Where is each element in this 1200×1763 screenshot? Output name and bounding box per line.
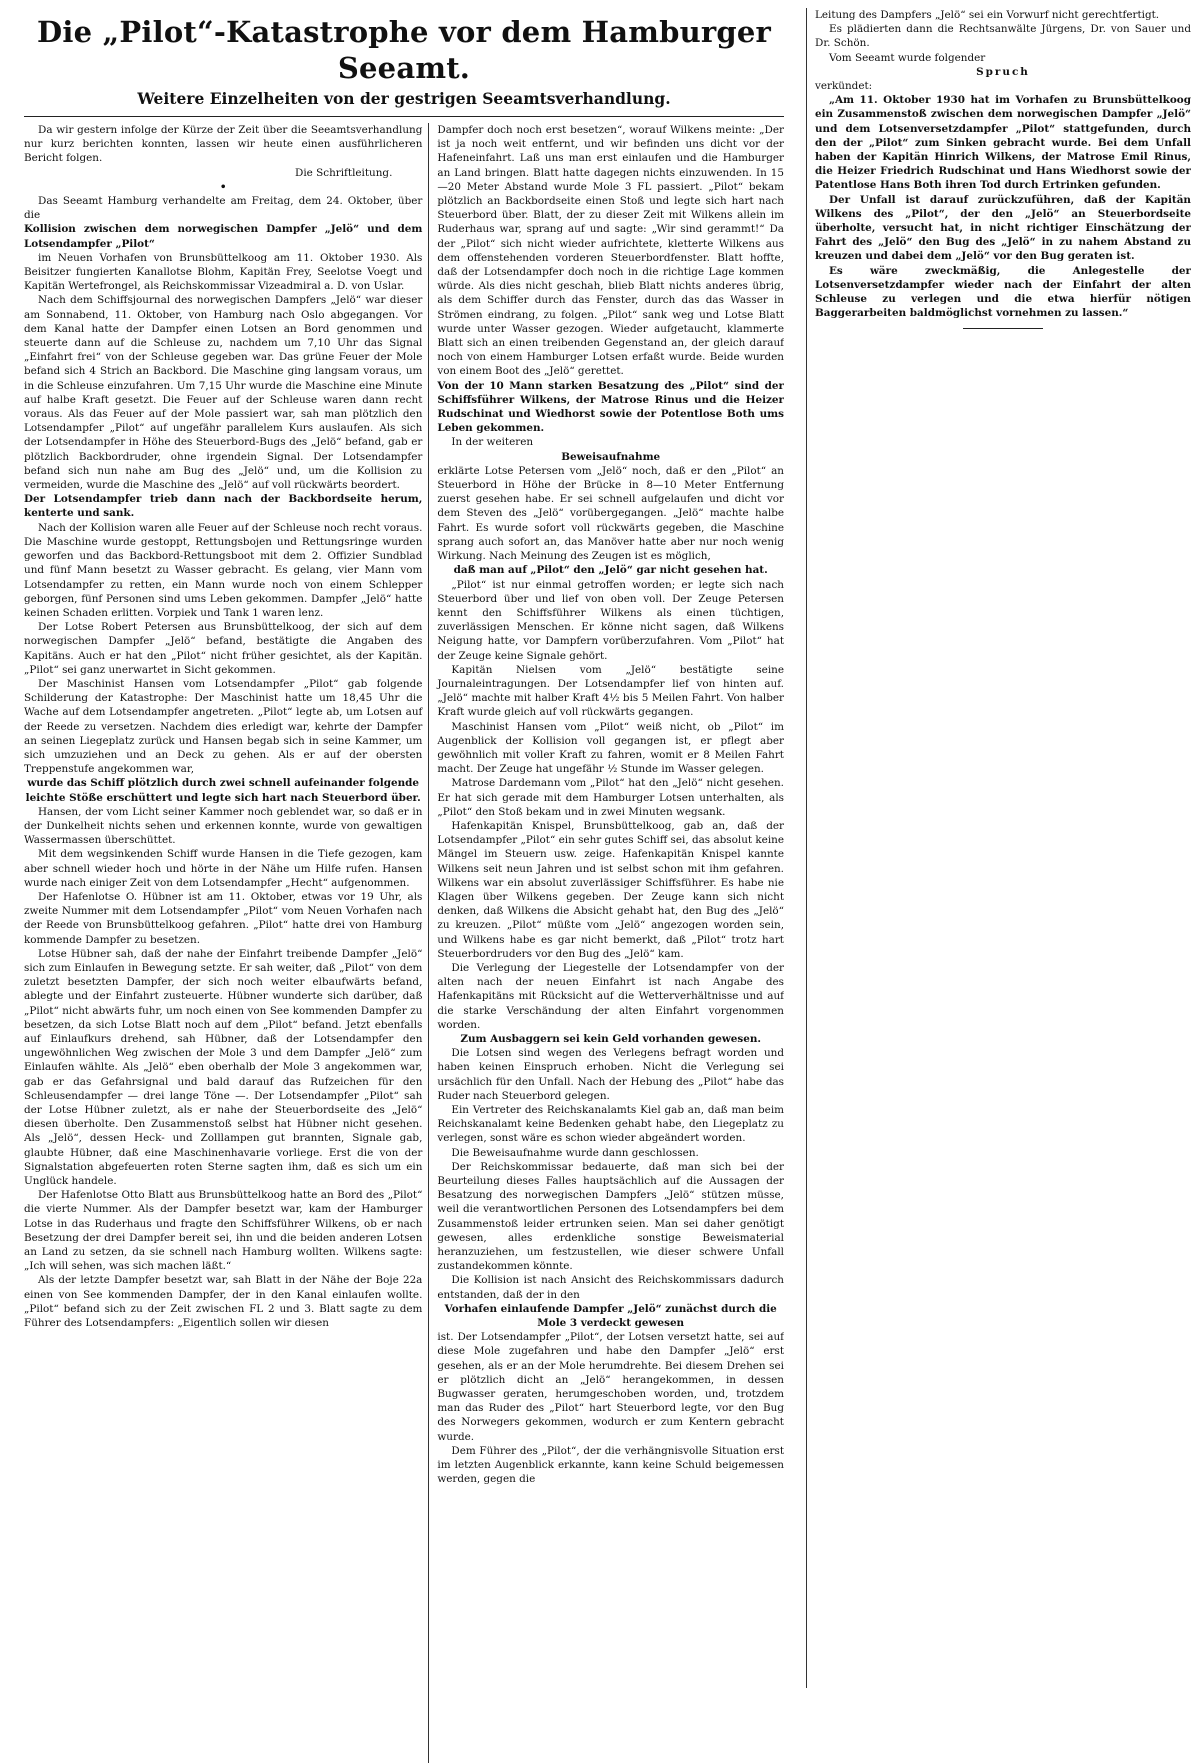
paragraph: Hansen, der vom Licht seiner Kammer noch geblendet war, so daß er in der Dunkelheit nichts sehen und erkennen konnte, wurde von gewaltigen Wassermassen überschüttet. (24, 805, 423, 847)
paragraph: Der Maschinist Hansen vom Lotsendampfer „Pilot“ gab folgende Schilderung der Katastrophe: Der Maschinist hatte um 18,45 Uhr die Wache auf dem Lotsendampfer angetreten. „Pilot“ legte ab, um Lotsen auf der Reede zu versetzen. Nachdem dies erledigt war, kehrte der Dampfer an seinen Liegeplatz zurück und Hansen begab sich in seine Kammer, um sich umzuziehen und an Deck zu gehen. Als er auf der obersten Treppenstufe angekommen war, (24, 677, 423, 776)
article-main (24, 8, 784, 1763)
paragraph: Es plädierten dann die Rechtsanwälte Jürgens, Dr. von Sauer und Dr. Schön. (815, 23, 1191, 50)
paragraph: Der Hafenlotse O. Hübner ist am 11. Oktober, etwas vor 19 Uhr, als zweite Nummer mit dem Lotsendampfer „Pilot“ vom Neuen Vorhafen nach der Reede von Brunsbüttelkoog gefahren. „Pilot“ hatte drei von Hamburg kommende Dampfer zu besetzen. (24, 890, 423, 946)
paragraph: Lotse Hübner sah, daß der nahe der Einfahrt treibende Dampfer „Jelö“ sich zum Einlaufen in Bewegung setzte. Er sah weiter, daß „Pilot“ von dem zuletzt besetzten Dampfer, der sich noch weiter elbaufwärts befand, ablegte und der Einfahrt zusteuerte. Hübner wunderte sich darüber, daß „Pilot“ nicht abwärts fuhr, um noch einen von See kommenden Dampfer zu besetzen, da sich Lotse Blatt noch auf dem „Pilot“ befand. Jetzt ebenfalls auf Einlaufkurs drehend, sah Hübner, daß der Lotsendampfer den ungewöhnlichen Weg zwischen der Mole 3 und dem Dampfer „Jelö“ zum Einlaufen wählte. Als „Jelö“ eben oberhalb der Mole 3 angekommen war, gab er das Gefahrsignal und bald darauf das Rufzeichen für den Schleusendampfer — drei lange Töne —. Der Lotsendampfer „Pilot“ sah der Lotse Hübner zuletzt, als er nahe der Steuerbordseite des „Jelö“ diesen überholte. Den Zusammenstoß selbst hat Hübner nicht gesehen. Als „Jelö“, dessen Heck- und Zolllampen gut brannten, Signale gab, glaubte Hübner, daß eine Maschinenhavarie vorliege. Erst die von der Signalstation abgefeuerten roten Sterne sagten ihm, daß es sich um ein Unglück handele. (24, 947, 423, 1188)
column-3 (806, 8, 1191, 1688)
bold-heading: Von der 10 Mann starken Besatzung des „Pilot“ sind der Schiffsführer Wilkens, der Matrose Rinus und die Heizer Rudschinat und Wiedhorst sowie der Potentlose Both ums Leben gekommen. (437, 379, 784, 435)
article-columns (24, 123, 784, 1763)
paragraph: Die Verlegung der Liegestelle der Lotsendampfer von der alten nach der neuen Einfahrt ist nach Angabe des Hafenkapitäns mit Rücksicht auf die Wetterverhältnisse und auf die starke Verschändung der alten Einfahrt vorgenommen worden. (437, 961, 784, 1031)
article-headline: Die „Pilot“-Katastrophe vor dem Hamburger Seeamt. (37, 15, 771, 85)
verdict-paragraph: „Am 11. Oktober 1930 hat im Vorhafen zu Brunsbüttelkoog ein Zusammenstoß zwischen dem norwegischen Dampfer „Jelö“ und dem Lotsenversetzdampfer „Pilot“ stattgefunden, durch den der „Pilot“ zum Sinken gebracht wurde. Bei dem Unfall haben der Kapitän Hinrich Wilkens, der Matrose Emil Rinus, die Heizer Friedrich Rudschinat und Hans Wiedhorst sowie der Patentlose Hans Both ihren Tod durch Ertrinken gefunden. (815, 94, 1191, 192)
bold-heading: Zum Ausbaggern sei kein Geld vorhanden gewesen. (460, 1033, 762, 1045)
paragraph: Da wir gestern infolge der Kürze der Zeit über die Seeamtsverhandlung nur kurz berichten konnten, lassen wir heute einen ausführlicheren Bericht folgen. (24, 124, 423, 165)
bold-heading: Vorhafen einlaufende Dampfer „Jelö“ zunächst durch die Mole 3 verdeckt gewesen (444, 1302, 777, 1330)
paragraph: Der Lotse Robert Petersen aus Brunsbüttelkoog, der sich auf dem norwegischen Dampfer „Jelö“ befand, bestätigte die Angaben des Kapitäns. Auch er hat den „Pilot“ nicht früher gesichtet, als der Kapitän. „Pilot“ sei ganz unerwartet in Sicht gekommen. (24, 621, 423, 676)
paragraph: Ein Vertreter des Reichskanalamts Kiel gab an, daß man beim Reichskanalamt keine Bedenken gehabt habe, den Liegeplatz zu verlegen, sonst wäre es schon wieder abgeändert worden. (437, 1104, 784, 1145)
paragraph: Die Beweisaufnahme wurde dann geschlossen. (451, 1146, 699, 1159)
column-1 (24, 123, 429, 1763)
paragraph: Das Seeamt Hamburg verhandelte am Freitag, dem 24. Oktober, über die (24, 195, 423, 222)
section-heading: Beweisaufnahme (561, 450, 661, 463)
paragraph: Kapitän Nielsen vom „Jelö“ bestätigte seine Journaleintragungen. Der Lotsendampfer lief von hinten auf. „Jelö“ machte mit halber Kraft 4½ bis 5 Meilen Fahrt. Von halber Kraft wurde gleich auf voll rückwärts gegangen. (437, 663, 784, 719)
bold-heading: daß man auf „Pilot“ den „Jelö“ gar nicht gesehen hat. (453, 564, 768, 577)
paragraph: Leitung des Dampfers „Jelö“ sei ein Vorwurf nicht gerechtfertigt. (815, 9, 1160, 21)
end-rule (963, 328, 1043, 329)
verdict-paragraph: Der Unfall ist darauf zurückzuführen, daß der Kapitän Wilkens des „Pilot“, der den „Jelö“ an Steuerbordseite überholte, versucht hat, in nicht richtiger Einschätzung der Fahrt des „Jelö“ den Bug des „Jelö“ in zu nahem Abstand zu kreuzen und dabei dem „Jelö“ vor den Bug geraten ist. (815, 193, 1191, 263)
bold-heading: Kollision zwischen dem norwegischen Dampfer „Jelö“ und dem Lotsendampfer „Pilot“ (24, 223, 423, 250)
section-heading: Spruch (976, 65, 1030, 78)
paragraph: Mit dem wegsinkenden Schiff wurde Hansen in die Tiefe gezogen, kam aber schnell wieder hoch und hörte in der Nähe um Hilfe rufen. Hansen wurde nach einiger Zeit von dem Lotsendampfer „Hecht“ aufgenommen. (24, 848, 423, 889)
paragraph: „Pilot“ ist nur einmal getroffen worden; er legte sich nach Steuerbord über und lief von oben voll. Der Zeuge Petersen kennt den Schiffsführer Wilkens als einen tüchtigen, zuverlässigen Menschen. Er könne nicht sagen, daß Wilkens Neigung hatte, vor Dampfern vorüberzufahren. Vom „Pilot“ hat der Zeuge keine Signale gehört. (437, 578, 784, 662)
paragraph: Dem Führer des „Pilot“, der die verhängnisvolle Situation erst im letzten Augenblick erkannte, kann keine Schuld beigemessen werden, gegen die (437, 1444, 784, 1486)
paragraph: Vom Seeamt wurde folgender (829, 51, 986, 64)
paragraph: Der Hafenlotse Otto Blatt aus Brunsbüttelkoog hatte an Bord des „Pilot“ die vierte Nummer. Als der Dampfer besetzt war, kam der Hamburger Lotse in das Ruderhaus und fragte den Schiffsführer Wilkens, ob er nach Besetzung der drei Dampfer bereit sei, ihn und die beiden anderen Lotsen an Land zu setzen, da sie schnell nach Hamburg wollten. Wilkens sagte: „Ich will sehen, was sich machen läßt.“ (24, 1189, 423, 1273)
paragraph: ist. Der Lotsendampfer „Pilot“, der Lotsen versetzt hatte, sei auf diese Mole zugefahren und habe den Dampfer „Jelö“ erst gesehen, als er an der Mole herumdrehte. Bei diesem Drehen sei er plötzlich dicht an „Jelö“ herangekommen, in dessen Bugwasser geraten, herumgeschoben worden, und, trotzdem man das Ruder des „Pilot“ hart Steuerbord legte, vor den Bug des Norwegers gekommen, wodurch er zum Kentern gebracht wurde. (437, 1331, 784, 1443)
verdict-paragraph: Es wäre zweckmäßig, die Anlegestelle der Lotsenversetzdampfer wieder nach der Einfahrt der alten Schleuse zu verlegen und die etwa hierfür nötigen Baggerarbeiten baldmöglichst vornehmen zu lassen.“ (815, 264, 1191, 320)
paragraph: In der weiteren (451, 436, 534, 449)
paragraph: im Neuen Vorhafen von Brunsbüttelkoog am 11. Oktober 1930. Als Beisitzer fungierten Kanallotse Blohm, Kapitän Frey, Seelotse Voegt und Kapitän Wertefrongel, als Reichskommissar Vizeadmiral a. D. von Uslar. (24, 251, 423, 293)
paragraph: erklärte Lotse Petersen vom „Jelö“ noch, daß er den „Pilot“ an Steuerbord in Höhe der Brücke in 8—10 Meter Entfernung zuerst gesehen habe. Er sei schnell aufgelaufen und dicht vor dem Steven des „Jelö“ vorübergegangen. „Jelö“ machte halbe Fahrt. Es wurde sofort voll rückwärts gegeben, die Maschine sprang auch sofort an, das Manöver hatte aber nur noch wenig Wirkung. Nach Meinung des Zeugen ist es möglich, (437, 464, 784, 563)
paragraph: Dampfer doch noch erst besetzen“, worauf Wilkens meinte: „Der ist ja noch weit entfernt, und wir befinden uns dicht vor der Hafeneinfahrt. Laß uns man erst einlaufen und die Hamburger an Land bringen. Blatt hatte dagegen nichts einzuwenden. In 15—20 Meter Abstand wurde Mole 3 FL passiert. „Pilot“ bekam plötzlich an Backbordseite einen Stoß und legte sich hart nach Steuerbord über. Blatt, der zu dieser Zeit mit Wilkens allein im Ruderhaus war, sprang auf und sagte: „Wir sind gerammt!“ Da der „Pilot“ sich nicht wieder aufrichtete, kletterte Wilkens aus dem offenstehenden vorderen Steuerbordfenster. Blatt hoffte, daß der Lotsendampfer doch noch in die richtige Lage kommen würde. Als dies nicht geschah, blieb Blatt nichts anderes übrig, als dem Schiffer durch das Fenster, durch das das Wasser in Strömen eindrang, zu folgen. „Pilot“ sank weg und Lotse Blatt wurde unter Wasser gezogen. Wieder aufgetaucht, klammerte Blatt sich an einen treibenden Gegenstand an, der gleich darauf noch von einem Hamburger Lotsen erfaßt wurde. Beide wurden von einem Boot des „Jelö“ gerettet. (437, 124, 784, 378)
column-2 (429, 123, 784, 1763)
bold-heading: Der Lotsendampfer trieb dann nach der Backbordseite herum, kenterte und sank. (24, 493, 423, 520)
paragraph: Matrose Dardemann vom „Pilot“ hat den „Jelö“ nicht gesehen. Er hat sich gerade mit dem Hamburger Lotsen unterhalten, als „Pilot“ den Stoß bekam und in zwei Minuten wegsank. (437, 777, 784, 818)
paragraph: Hafenkapitän Knispel, Brunsbüttelkoog, gab an, daß der Lotsendampfer „Pilot“ ein sehr gutes Schiff sei, das absolut keine Mängel im Steuern usw. zeige. Hafenkapitän Knispel kannte Wilkens seit neun Jahren und ist selbst schon mit ihm gefahren. Wilkens war ein absolut zuverlässiger Schiffsführer. Es habe nie Klagen über Wilkens gegeben. Der Zeuge kann sich nicht denken, daß Wilkens die Absicht gehabt hat, den Bug des „Jelö“ zu kreuzen. „Pilot“ müßte vom „Jelö“ angezogen worden sein, und Wilkens habe es gar nicht bemerkt, daß „Pilot“ trotz hart Steuerbordruders vor den Bug des „Jelö“ kam. (437, 819, 784, 960)
separator-dot: • (219, 180, 227, 193)
paragraph: Die Lotsen sind wegen des Verlegens befragt worden und haben keinen Einspruch erhoben. Nicht die Verlegung sei ursächlich für den Unfall. Nach der Hebung des „Pilot“ habe das Ruder nach Steuerbord gelegen. (437, 1047, 784, 1102)
paragraph: Nach dem Schiffsjournal des norwegischen Dampfers „Jelö“ war dieser am Sonnabend, 11. Oktober, von Hamburg nach Oslo abgegangen. Vor dem Kanal hatte der Dampfer einen Lotsen an Bord genommen und steuerte dann auf die Schleuse zu, nachdem um 7,10 Uhr das Signal „Einfahrt frei“ von der Schleuse gegeben war. Das grüne Feuer der Mole befand sich 4 Strich an Backbord. Die Maschine ging langsam voraus, um in die Schleuse einzufahren. Um 7,15 Uhr wurde die Maschine eine Minute auf halbe Kraft gesetzt. Die Feuer auf der Schleuse waren dann recht voraus. Als das Feuer auf der Mole passiert war, sah man plötzlich den Lotsendampfer „Pilot“ auf ungefähr parallelem Kurs auslaufen. Als sich der Lotsendampfer in Höhe des Steuerbord-Bugs des „Jelö“ befand, gab er plötzlich Backbordruder, ohne irgendein Signal. Der Lotsendampfer befand sich nun nahe am Bug des „Jelö“ und, um die Kollision zu vermeiden, wurde die Maschine des „Jelö“ auf voll rückwärts beordert. (24, 294, 423, 492)
paragraph: Nach der Kollision waren alle Feuer auf der Schleuse noch recht voraus. Die Maschine wurde gestoppt, Rettungsbojen und Rettungsringe wurden geworfen und das Backbord-Rettungsboot mit dem 2. Offizier Sundblad und fünf Mann besetzt zu Wasser gebracht. Es gelang, vier Mann vom Lotsendampfer zu retten, ein Mann wurde noch von einem Schlepper geborgen, fünf Personen sind ums Leben gekommen. Dampfer „Jelö“ hatte keinen Schaden erlitten. Vorpiek und Tank 1 waren lenz. (24, 521, 423, 619)
bold-heading: wurde das Schiff plötzlich durch zwei schnell aufeinander folgende leichte Stöße erschüttert und legte sich hart nach Steuerbord über. (25, 777, 421, 804)
paragraph: Die Kollision ist nach Ansicht des Reichskommissars dadurch entstanden, daß der in den (437, 1274, 784, 1301)
article-subheadline: Weitere Einzelheiten von der gestrigen Seeamtsverhandlung. (24, 88, 784, 117)
paragraph: Maschinist Hansen vom „Pilot“ weiß nicht, ob „Pilot“ im Augenblick der Kollision voll gegangen ist, er pflegt aber gewöhnlich mit voller Kraft zu fahren, womit er 8 Meilen Fahrt macht. Der Zeuge hat ungefähr ½ Stunde im Wasser gelegen. (437, 720, 784, 776)
paragraph: verkündet: (815, 80, 873, 93)
paragraph: Der Reichskommissar bedauerte, daß man sich bei der Beurteilung dieses Falles hauptsächlich auf die Aussagen der Besatzung des norwegischen Dampfers „Jelö“ stützen müsse, weil die verantwortlichen Personen des Lotsendampfers bei dem Zusammenstoß leider ertrunken seien. Man sei daher genötigt gewesen, alles erdenkliche sonstige Beweismaterial heranzuziehen, um festzustellen, wie dieser schwere Unfall zustandekommen könnte. (437, 1160, 784, 1273)
paragraph: Als der letzte Dampfer besetzt war, sah Blatt in der Nähe der Boje 22a einen von See kommenden Dampfer, der in den Kanal einlaufen wollte. „Pilot“ befand sich zu der Zeit zwischen FL 2 und 3. Blatt sagte zu dem Führer des Lotsendampfers: „Eigentlich sollen wir diesen (24, 1274, 423, 1330)
editorial-signature: Die Schriftleitung. (295, 166, 393, 179)
